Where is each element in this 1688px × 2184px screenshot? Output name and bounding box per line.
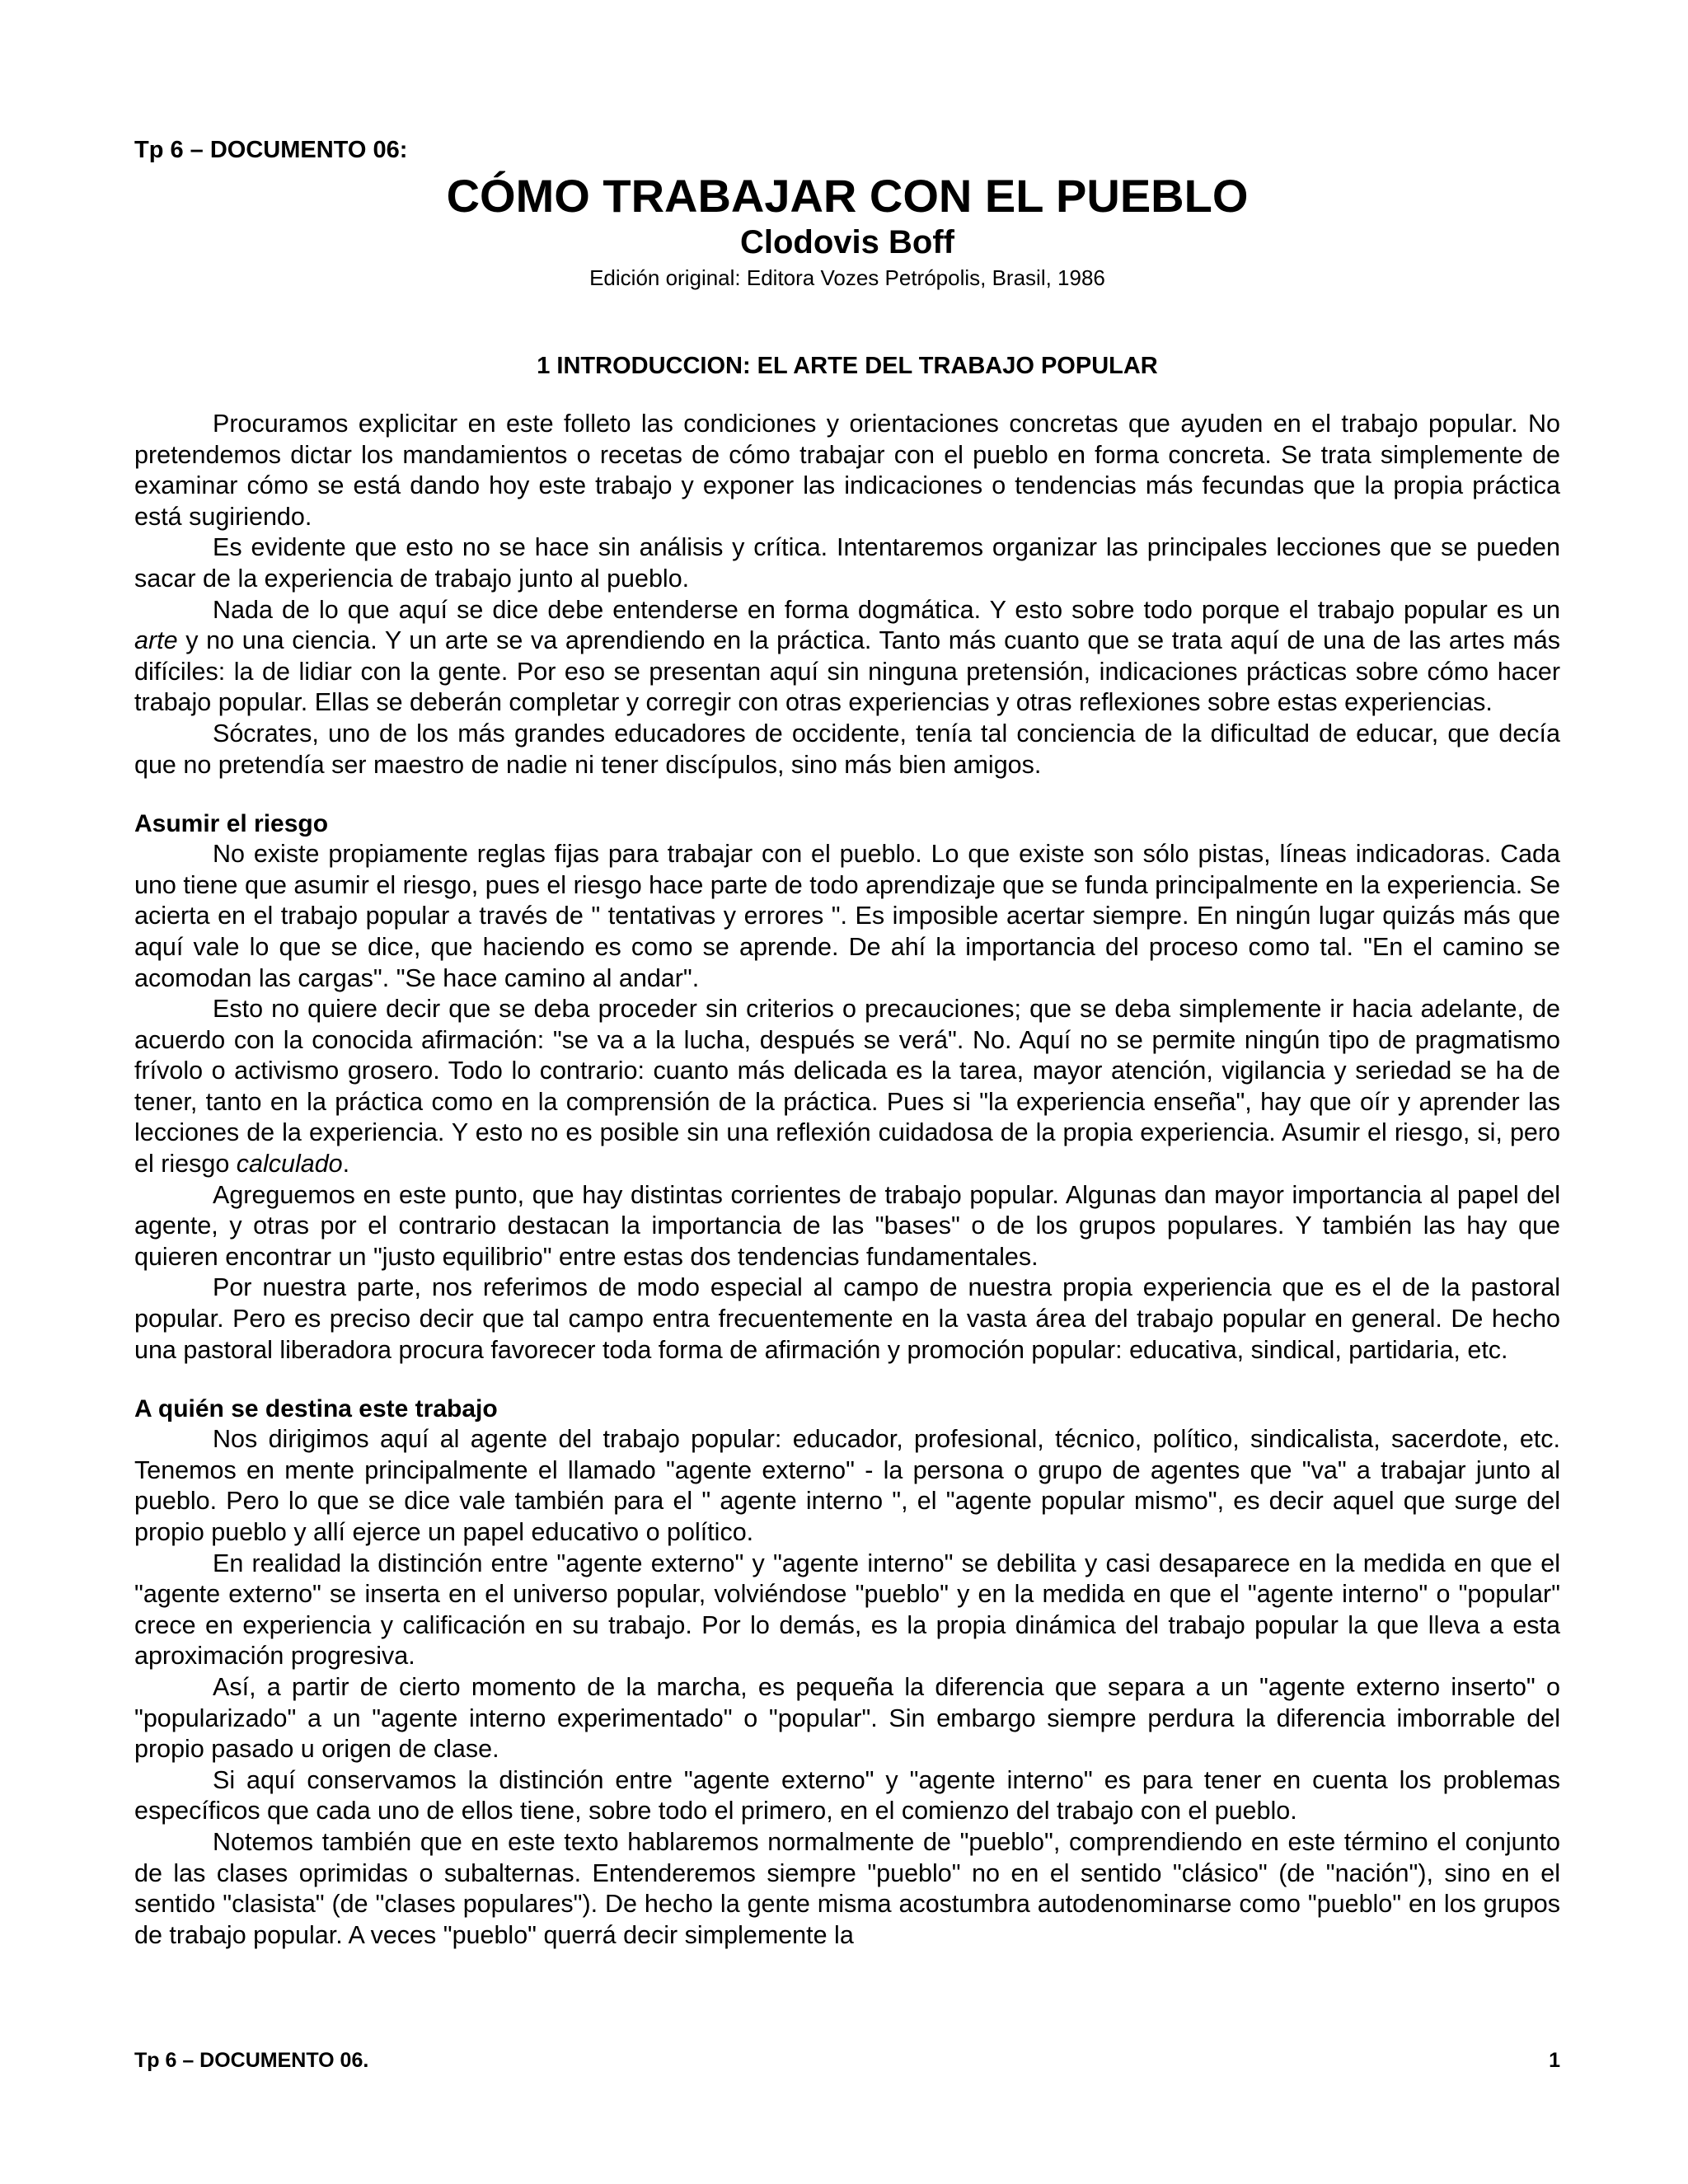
text-run: y no una ciencia. Y un arte se va aprendiendo en la práctica. Tanto más cuanto que se trata aquí de una de las artes más difíciles: la de lidiar con la gente. Por eso se presentan aquí sin ninguna pretensión, indicaciones prácticas sobre cómo hacer trabajo popular. Ellas se deberán completar y corregir con otras experiencias y otras reflexiones sobre estas experiencias. (134, 626, 1560, 717)
text-run: Nada de lo que aquí se dice debe entenderse en forma dogmática. Y esto sobre todo porque el trabajo popular es un (213, 595, 1560, 624)
document-title: CÓMO TRABAJAR CON EL PUEBLO (446, 170, 1249, 222)
document-body (134, 135, 1560, 1951)
text-run: Esto no quiere decir que se deba proceder sin criterios o precauciones; que se deba simplemente ir hacia adelante, de acuerdo con la conocida afirmación: "se va a la lucha, después se verá". No. Aquí no se permite ningún tipo de pragmatismo frívolo o activismo grosero. Todo lo contrario: cuanto más delicada es la tarea, mayor atención, vigilancia y seriedad se ha de tener, tanto en la práctica como en la comprensión de la práctica. Pues si "la experiencia enseña", hay que oír y aprender las lecciones de la experiencia. Y esto no es posible sin una reflexión cuidadosa de la propia experiencia. Asumir el riesgo, si, pero el riesgo (134, 995, 1560, 1179)
text-run: . (342, 1150, 350, 1179)
document-label: Tp 6 – DOCUMENTO 06: (134, 137, 408, 163)
intro-paragraph-2: Es evidente que esto no se hace sin análisis y crítica. Intentaremos organizar las principales lecciones que se pueden sacar de la experiencia de trabajo junto al pueblo. (134, 533, 1560, 593)
destina-paragraph-3: Así, a partir de cierto momento de la marcha, es pequeña la diferencia que separa a un "agente externo inserto" o "popularizado" a un "agente interno experimentado" o "popular". Sin embargo siempre perdura la diferencia imborrable del propio pasado u origen de clase. (134, 1672, 1560, 1764)
subheading-a-quien-se-destina: A quién se destina este trabajo (134, 1395, 498, 1423)
destina-paragraph-4: Si aquí conservamos la distinción entre "agente externo" y "agente interno" es para tener en cuenta los problemas específicos que cada uno de ellos tiene, sobre todo el primero, en el comienzo del trabajo con el pueblo. (134, 1765, 1560, 1825)
riesgo-paragraph-4: Por nuestra parte, nos referimos de modo especial al campo de nuestra propia experiencia que es el de la pastoral popular. Pero es preciso decir que tal campo entra frecuentemente en la vasta área del trabajo popular en general. De hecho una pastoral liberadora procura favorecer toda forma de afirmación y promoción popular: educativa, sindical, partidaria, etc. (134, 1273, 1560, 1364)
riesgo-paragraph-2 (134, 994, 1560, 1180)
intro-paragraph-4: Sócrates, uno de los más grandes educadores de occidente, tenía tal conciencia de la dificultad de educar, que decía que no pretendía ser maestro de nadie ni tener discípulos, sino más bien amigos. (134, 719, 1560, 779)
document-author: Clodovis Boff (740, 224, 954, 260)
subheading-asumir-riesgo: Asumir el riesgo (134, 810, 329, 838)
page-number: 1 (1549, 2049, 1560, 2072)
section-heading: 1 INTRODUCCION: EL ARTE DEL TRABAJO POPULAR (537, 353, 1158, 379)
destina-paragraph-2: En realidad la distinción entre "agente externo" y "agente interno" se debilita y casi desaparece en la medida en que el "agente externo" se inserta en el universo popular, volviéndose "pueblo" y en la medida en que el "agente interno" o "popular" crece en experiencia y calificación en su trabajo. Por lo demás, es la propia dinámica del trabajo popular la que lleva a esta aproximación progresiva. (134, 1549, 1560, 1671)
intro-paragraph-3 (134, 595, 1560, 719)
footer-label: Tp 6 – DOCUMENTO 06. (134, 2049, 369, 2072)
edition-note: Edición original: Editora Vozes Petrópolis, Brasil, 1986 (589, 265, 1105, 290)
emphasis-calculado: calculado (236, 1150, 343, 1179)
intro-paragraph-1: Procuramos explicitar en este folleto las condiciones y orientaciones concretas que ayuden en el trabajo popular. No pretendemos dictar los mandamientos o recetas de cómo trabajar con el pueblo en forma concreta. Se trata simplemente de examinar cómo se está dando hoy este trabajo y exponer las indicaciones o tendencias más fecundas que la propia práctica está sugiriendo. (134, 410, 1560, 531)
riesgo-paragraph-3: Agreguemos en este punto, que hay distintas corrientes de trabajo popular. Algunas dan mayor importancia al papel del agente, y otras por el contrario destacan la importancia de las "bases" o de los grupos populares. Y también las hay que quieren encontrar un "justo equilibrio" entre estas dos tendencias fundamentales. (134, 1180, 1560, 1271)
destina-paragraph-1: Nos dirigimos aquí al agente del trabajo popular: educador, profesional, técnico, político, sindicalista, sacerdote, etc. Tenemos en mente principalmente el llamado "agente externo" - la persona o grupo de agentes que "va" a trabajar junto al pueblo. Pero lo que se dice vale también para el " agente interno ", el "agente popular mismo", es decir aquel que surge del propio pueblo y allí ejerce un papel educativo o político. (134, 1425, 1560, 1546)
destina-paragraph-5: Notemos también que en este texto hablaremos normalmente de "pueblo", comprendiendo en este término el conjunto de las clases oprimidas o subalternas. Entenderemos siempre "pueblo" no en el sentido "clásico" (de "nación"), sino en el sentido "clasista" (de "clases populares"). De hecho la gente misma acostumbra autodenominarse como "pueblo" en los grupos de trabajo popular. A veces "pueblo" querrá decir simplemente la (134, 1827, 1560, 1949)
page-footer (134, 2047, 1560, 2074)
emphasis-arte: arte (134, 626, 178, 655)
riesgo-paragraph-1: No existe propiamente reglas fijas para trabajar con el pueblo. Lo que existe son sólo pistas, líneas indicadoras. Cada uno tiene que asumir el riesgo, pues el riesgo hace parte de todo aprendizaje que se funda principalmente en la experiencia. Se acierta en el trabajo popular a través de " tentativas y errores ". Es imposible acertar siempre. En ningún lugar quizás más que aquí vale lo que se dice, que haciendo es como se aprende. De ahí la importancia del proceso como tal. "En el camino se acomodan las cargas". "Se hace camino al andar". (134, 840, 1560, 992)
